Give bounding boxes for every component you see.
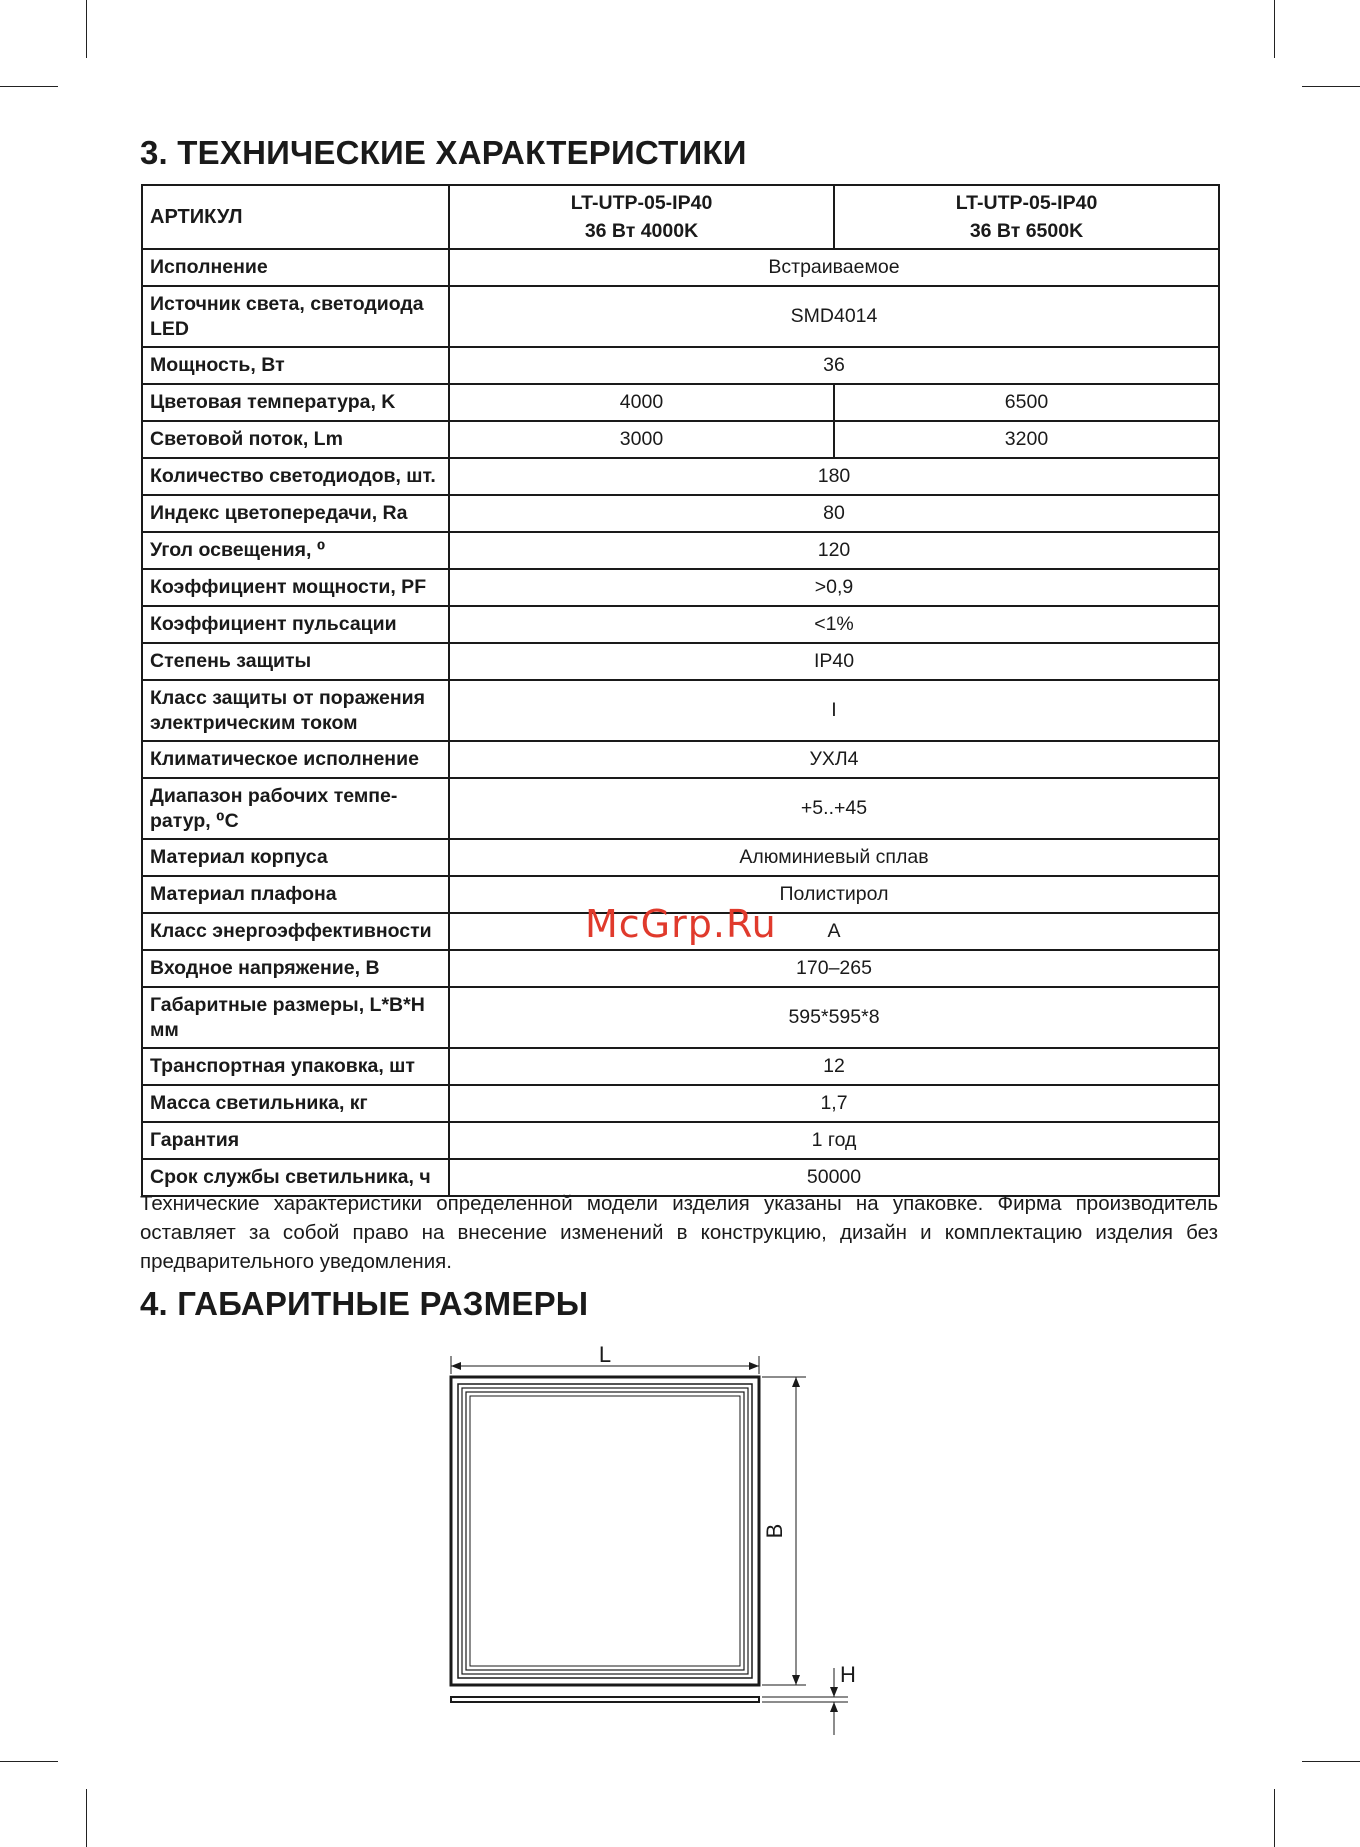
panel-front-view — [451, 1377, 759, 1685]
row-value: 595*595*8 — [449, 987, 1219, 1048]
row-value: 80 — [449, 495, 1219, 532]
watermark: McGrp.Ru — [585, 902, 777, 946]
row-value: I — [449, 680, 1219, 741]
row-label: Транспортная упаковка, шт — [142, 1048, 449, 1085]
section-4-title: 4. ГАБАРИТНЫЕ РАЗМЕРЫ — [140, 1285, 589, 1322]
row-value-4000k: 3000 — [449, 421, 834, 458]
row-value: 180 — [449, 458, 1219, 495]
dimension-h — [762, 1668, 848, 1735]
label-h: H — [840, 1662, 856, 1687]
row-value: 12 — [449, 1048, 1219, 1085]
row-value: 50000 — [449, 1159, 1219, 1196]
row-value: Алюминиевый сплав — [449, 839, 1219, 876]
row-label: Источник света, светодиода LED — [142, 286, 449, 347]
row-label: Степень защиты — [142, 643, 449, 680]
row-value: <1% — [449, 606, 1219, 643]
row-value: >0,9 — [449, 569, 1219, 606]
row-label: Входное напряжение, В — [142, 950, 449, 987]
row-value: 120 — [449, 532, 1219, 569]
row-label: Климатическое исполнение — [142, 741, 449, 778]
row-label: Коэффициент мощности, PF — [142, 569, 449, 606]
row-value-4000k: 4000 — [449, 384, 834, 421]
row-label: Габаритные размеры, L*B*H мм — [142, 987, 449, 1048]
row-value-6500k: 6500 — [834, 384, 1219, 421]
row-value-6500k: 3200 — [834, 421, 1219, 458]
row-value: УХЛ4 — [449, 741, 1219, 778]
row-value: IP40 — [449, 643, 1219, 680]
header-label: АРТИКУЛ — [142, 185, 449, 249]
row-label: Класс защиты от поражения электрическим током — [142, 680, 449, 741]
row-label: Угол освещения, ⁰ — [142, 532, 449, 569]
panel-side-view — [451, 1697, 759, 1702]
row-label: Коэффициент пульсации — [142, 606, 449, 643]
label-b: B — [762, 1523, 787, 1539]
row-label: Материал плафона — [142, 876, 449, 913]
row-label: Класс энергоэффективности — [142, 913, 449, 950]
row-value: 36 — [449, 347, 1219, 384]
row-label: Количество светодиодов, шт. — [142, 458, 449, 495]
model-spec: 36 Вт 6500K — [969, 220, 1084, 242]
row-value: 1 год — [449, 1122, 1219, 1159]
row-label: Гарантия — [142, 1122, 449, 1159]
row-value: +5..+45 — [449, 778, 1219, 839]
row-label: Мощность, Вт — [142, 347, 449, 384]
label-l: L — [598, 1342, 612, 1367]
row-label: Световой поток, Lm — [142, 421, 449, 458]
row-value: Встраиваемое — [449, 249, 1219, 286]
model-code: LT-UTP-05-IP40 — [570, 192, 713, 214]
row-label: Исполнение — [142, 249, 449, 286]
row-label: Цветовая температура, K — [142, 384, 449, 421]
disclaimer-note: Технические характеристики определенной модели изделия указаны на упаковке. Фирма производитель оставляет за собой право на внесение изменений в конструкцию, дизайн и комплектацию изделия без предварительного уведомления. — [140, 1191, 1218, 1273]
row-label: Материал корпуса — [142, 839, 449, 876]
row-label: Индекс цветопередачи, Ra — [142, 495, 449, 532]
row-value: Полистирол — [449, 876, 1219, 913]
section-3-title: 3. ТЕХНИЧЕСКИЕ ХАРАКТЕРИСТИКИ — [140, 134, 747, 171]
row-label: Масса светильника, кг — [142, 1085, 449, 1122]
row-value: 1,7 — [449, 1085, 1219, 1122]
model-code: LT-UTP-05-IP40 — [955, 192, 1098, 214]
row-value: SMD4014 — [449, 286, 1219, 347]
row-label: Диапазон рабочих темпе-ратур, ⁰C — [142, 778, 449, 839]
row-label: Срок службы светильника, ч — [142, 1159, 449, 1196]
model-spec: 36 Вт 4000K — [584, 220, 699, 242]
row-value: 170–265 — [449, 950, 1219, 987]
row-value: A — [449, 913, 1219, 950]
